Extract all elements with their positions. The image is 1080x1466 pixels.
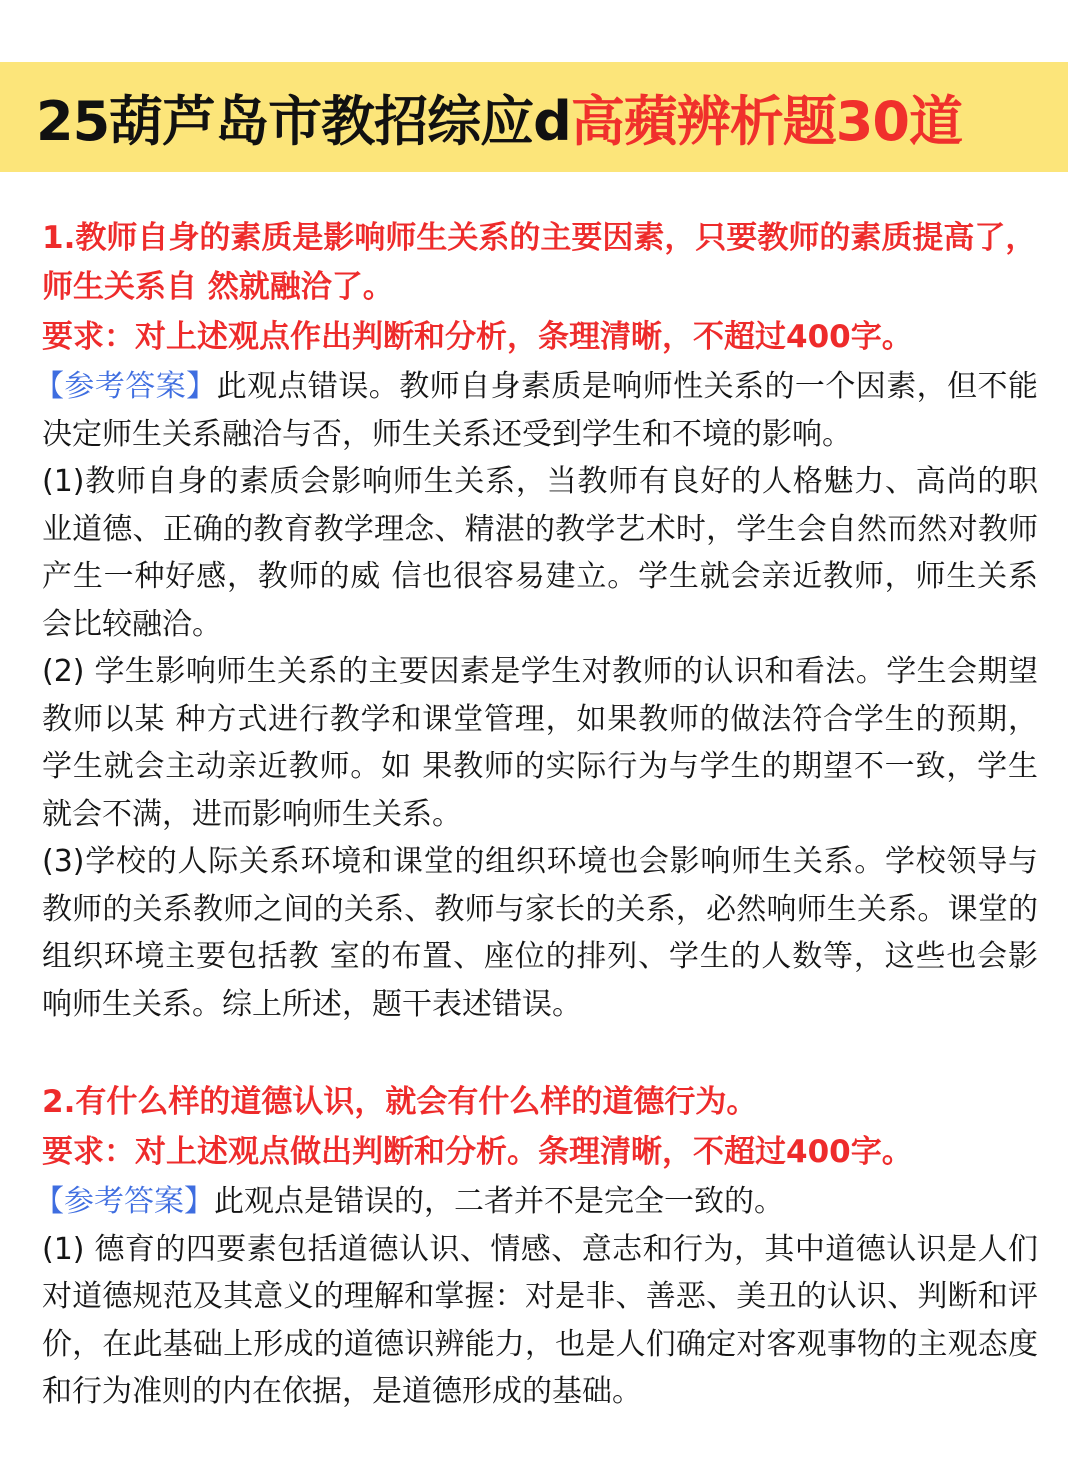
reference-answer-label: 【参考答案】 [34,1184,214,1219]
banner-title-part2: 高蘋辨析题30道 [570,89,962,153]
reference-answer-label: 【参考答案】 [34,369,217,404]
question-section-1 [34,214,1038,1028]
answer-point: (1)教师自身的素质会影响师生关系，当教师有良好的人格魅力、高尚的职业道德、正确的教育教学理念、精湛的教学艺术时，学生会自然而然对教师产生一种好感，教师的威 信也很容易建立。学生就会亲近教师，师生关系会比较融洽。 [42,464,1038,642]
banner-title-part1: 25葫芦岛市教招综应d [36,89,571,153]
question-2-text: 2.有什么样的道德认识，就会有什么样的道德行为。 [42,1084,758,1120]
answer-point: (1) 德育的四要素包括道德认识、情感、意志和行为，其中道德认识是人们对道德规范及其意义的理解和掌握：对是非、善恶、美丑的认识、判断和评价，在此基础上形成的道德识辨能力，也是人们确定对客观事物的主观态度和行为准则的内在依据，是道德形成的基础。 [42,1231,1038,1409]
title-banner [0,62,1068,172]
question-2-answer-intro [34,1178,1038,1226]
article-content [34,214,1038,1466]
answer-intro-text: 此观点是错误的，二者并不是完全一致的。 [214,1184,784,1219]
question-1-text: 1.教师自身的素质是影响师生关系的主要因素，只要教师的素质提高了，师生关系自 然就融洽了。 [42,220,1037,305]
answer-intro-text: 此观点错误。教师自身素质是响师性关系的一个因素，但不能决定师生关系融洽与否，师生关系还受到学生和不境的影响。 [42,369,1038,452]
question-1-requirement: 要求：对上述观点作出判断和分析，条理清晰，不超过400字。 [42,319,913,355]
question-1-answer-intro [34,363,1038,458]
question-section-2 [34,1078,1038,1416]
answer-point: (3)学校的人际关系环境和课堂的组织环境也会影响师生关系。学校领导与教师的关系教师之间的关系、教师与家长的关系，必然响师生关系。课堂的组织环境主要包括教 室的布置、座位的排列、学生的人数等，这些也会影响师生关系。综上所述，题干表述错误。 [42,844,1038,1022]
question-2-requirement: 要求：对上述观点做出判断和分析。条理清晰，不超过400字。 [42,1134,913,1170]
answer-point: (2) 学生影响师生关系的主要因素是学生对教师的认识和看法。学生会期望教师以某 种方式进行教学和课堂管理，如果教师的做法符合学生的预期，学生就会主动亲近教师。如 果教师的实际行为与学生的期望不一致，学生就会不满，进而影响师生关系。 [42,654,1038,832]
